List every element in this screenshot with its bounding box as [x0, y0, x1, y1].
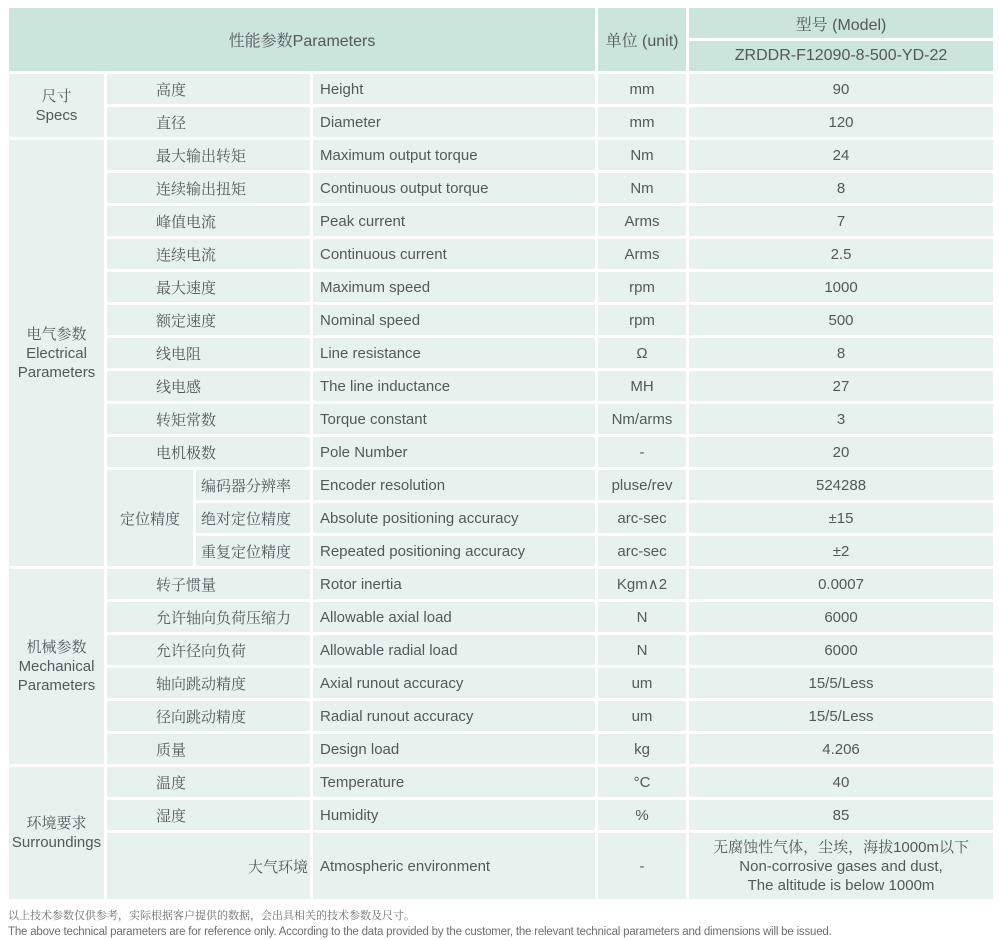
- param-cn: 允许径向负荷: [106, 634, 312, 667]
- param-cn: 额定速度: [106, 304, 312, 337]
- param-value: 90: [688, 73, 995, 106]
- section-label-cn: 环境要求: [26, 815, 87, 832]
- param-unit: %: [597, 799, 688, 832]
- param-en: Radial runout accuracy: [312, 700, 597, 733]
- param-value: 524288: [688, 469, 995, 502]
- param-unit: Nm/arms: [597, 403, 688, 436]
- param-cn: 线电阻: [106, 337, 312, 370]
- param-value: 1000: [688, 271, 995, 304]
- param-value: 500: [688, 304, 995, 337]
- footnotes: [6, 902, 993, 940]
- section-label-cn: 尺寸: [41, 87, 72, 105]
- param-value: 40: [688, 766, 995, 799]
- param-cn: 线电感: [106, 370, 312, 403]
- param-en: Allowable radial load: [312, 634, 597, 667]
- param-unit: mm: [597, 73, 688, 106]
- param-value: 24: [688, 139, 995, 172]
- param-unit: um: [597, 700, 688, 733]
- atmosphere-line-cn: 无腐蚀性气体，尘埃，海拔1000m以下: [713, 838, 969, 856]
- param-en: Rotor inertia: [312, 568, 597, 601]
- param-cn: 质量: [106, 733, 312, 766]
- param-value: 3: [688, 403, 995, 436]
- param-value: 8: [688, 337, 995, 370]
- param-en: Diameter: [312, 106, 597, 139]
- param-value: 6000: [688, 601, 995, 634]
- section-label-cn: 电气参数: [26, 325, 87, 343]
- param-value: 8: [688, 172, 995, 205]
- param-unit: arc-sec: [597, 535, 688, 568]
- param-value: 120: [688, 106, 995, 139]
- param-cn: 最大速度: [106, 271, 312, 304]
- param-cn: 峰值电流: [106, 205, 312, 238]
- section-surroundings: [8, 766, 106, 901]
- param-unit: rpm: [597, 304, 688, 337]
- param-unit: Ω: [597, 337, 688, 370]
- param-unit: kg: [597, 733, 688, 766]
- section-label-cn: 机械参数: [26, 639, 87, 656]
- param-cn: 大气环境: [106, 832, 312, 901]
- param-unit: Arms: [597, 205, 688, 238]
- param-en: Pole Number: [312, 436, 597, 469]
- param-unit: Nm: [597, 139, 688, 172]
- param-cn: 高度: [106, 73, 312, 106]
- param-en: Humidity: [312, 799, 597, 832]
- param-unit: rpm: [597, 271, 688, 304]
- section-label-en: Electrical Parameters: [17, 344, 96, 381]
- param-value: 85: [688, 799, 995, 832]
- section-label-en: Specs: [35, 106, 78, 124]
- model-header: 型号 (Model): [688, 7, 995, 40]
- param-en: Design load: [312, 733, 597, 766]
- section-label-en: Surroundings: [11, 834, 102, 851]
- param-en: The line inductance: [312, 370, 597, 403]
- param-value: ±15: [688, 502, 995, 535]
- param-value: 7: [688, 205, 995, 238]
- param-unit: Arms: [597, 238, 688, 271]
- param-en: Encoder resolution: [312, 469, 597, 502]
- positioning-accuracy-group: 定位精度: [106, 469, 195, 568]
- param-en: Height: [312, 73, 597, 106]
- param-cn: 最大输出转矩: [106, 139, 312, 172]
- param-cn: 直径: [106, 106, 312, 139]
- footnote-cn: 以上技术参数仅供参考，实际根据客户提供的数据，会出具相关的技术参数及尺寸。: [8, 910, 415, 922]
- param-value: 15/5/Less: [688, 700, 995, 733]
- param-en: Line resistance: [312, 337, 597, 370]
- param-unit: pluse/rev: [597, 469, 688, 502]
- param-en: Continuous current: [312, 238, 597, 271]
- param-en: Absolute positioning accuracy: [312, 502, 597, 535]
- atmosphere-line-en1: Non-corrosive gases and dust,: [739, 857, 943, 875]
- param-cn: 转子惯量: [106, 568, 312, 601]
- param-en: Torque constant: [312, 403, 597, 436]
- param-unit: °C: [597, 766, 688, 799]
- parameters-header: 性能参数Parameters: [8, 7, 597, 73]
- param-unit: -: [597, 436, 688, 469]
- param-unit: mm: [597, 106, 688, 139]
- param-cn: 连续输出扭矩: [106, 172, 312, 205]
- footnote-en: The above technical parameters are for reference only. According to the data provided by the customer, the relevant technical parameters and dimensions will be issued.: [8, 926, 832, 938]
- param-en: Repeated positioning accuracy: [312, 535, 597, 568]
- param-en: Continuous output torque: [312, 172, 597, 205]
- param-cn: 径向跳动精度: [106, 700, 312, 733]
- param-value: 2.5: [688, 238, 995, 271]
- param-cn: 电机极数: [106, 436, 312, 469]
- param-cn: 温度: [106, 766, 312, 799]
- param-value: 4.206: [688, 733, 995, 766]
- param-value: 20: [688, 436, 995, 469]
- param-en: Maximum output torque: [312, 139, 597, 172]
- param-en: Axial runout accuracy: [312, 667, 597, 700]
- param-en: Nominal speed: [312, 304, 597, 337]
- section-label-en: Mechanical Parameters: [17, 658, 96, 694]
- param-unit: Nm: [597, 172, 688, 205]
- section-mechanical: [8, 568, 106, 766]
- param-value: [688, 832, 995, 901]
- param-value: 6000: [688, 634, 995, 667]
- param-cn: 湿度: [106, 799, 312, 832]
- param-unit: N: [597, 601, 688, 634]
- param-en: Allowable axial load: [312, 601, 597, 634]
- spec-table: [6, 5, 996, 902]
- param-unit: arc-sec: [597, 502, 688, 535]
- param-value: 0.0007: [688, 568, 995, 601]
- param-cn: 重复定位精度: [195, 535, 312, 568]
- section-specs: [8, 73, 106, 139]
- param-en: Peak current: [312, 205, 597, 238]
- model-value: ZRDDR-F12090-8-500-YD-22: [688, 40, 995, 73]
- param-unit: N: [597, 634, 688, 667]
- param-en: Maximum speed: [312, 271, 597, 304]
- param-unit: -: [597, 832, 688, 901]
- param-en: Temperature: [312, 766, 597, 799]
- param-cn: 绝对定位精度: [195, 502, 312, 535]
- atmosphere-line-en2: The altitude is below 1000m: [747, 876, 935, 894]
- param-unit: um: [597, 667, 688, 700]
- param-value: 15/5/Less: [688, 667, 995, 700]
- param-cn: 轴向跳动精度: [106, 667, 312, 700]
- param-unit: MH: [597, 370, 688, 403]
- unit-header: 单位 (unit): [597, 7, 688, 73]
- param-unit: Kgm∧2: [597, 568, 688, 601]
- param-cn: 转矩常数: [106, 403, 312, 436]
- section-electrical: [8, 139, 106, 568]
- param-value: 27: [688, 370, 995, 403]
- param-cn: 连续电流: [106, 238, 312, 271]
- param-cn: 编码器分辨率: [195, 469, 312, 502]
- param-value: ±2: [688, 535, 995, 568]
- param-en: Atmospheric environment: [312, 832, 597, 901]
- param-cn: 允许轴向负荷压缩力: [106, 601, 312, 634]
